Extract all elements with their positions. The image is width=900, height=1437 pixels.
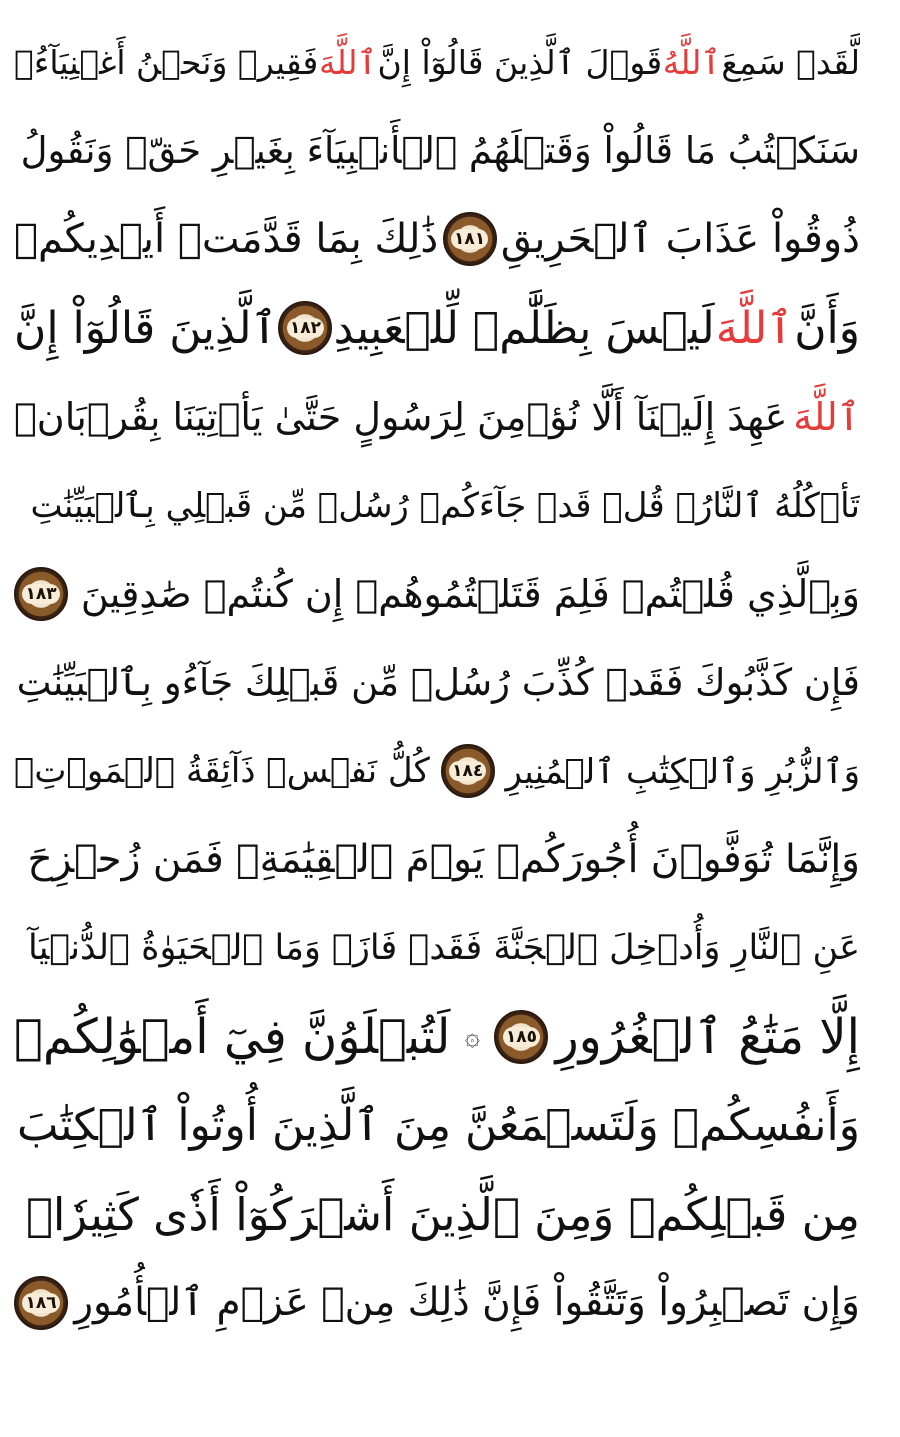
ayah-number: ١٨٥ — [503, 1027, 540, 1047]
verse-text: وَٱلزُّبُرِ وَٱلۡكِتَٰبِ ٱلۡمُنِيرِ — [505, 751, 860, 792]
text-line — [14, 1081, 860, 1170]
divine-name: ٱللَّهَ — [793, 394, 860, 439]
verse-text: فَقِيرٞ وَنَحۡنُ أَغۡنِيَآءُۘ — [14, 42, 319, 82]
verse-text: وَأَنَّ — [794, 302, 860, 354]
ayah-end-marker-icon — [494, 1010, 548, 1064]
text-line — [14, 284, 860, 373]
verse-text: سَنَكۡتُبُ مَا قَالُواْ وَقَتۡلَهُمُ ٱلۡأَنۢبِيَآءَ بِغَيۡرِ حَقّٖ وَنَقُولُ — [20, 129, 860, 173]
verse-text: وَبِٱلَّذِي قُلۡتُمۡ فَلِمَ قَتَلۡتُمُوهُمۡ إِن كُنتُمۡ صَٰدِقِينَ — [80, 571, 860, 616]
verse-text: فَإِن كَذَّبُوكَ فَقَدۡ كُذِّبَ رُسُلٞ مِّن قَبۡلِكَ جَآءُو بِٱلۡبَيِّنَٰتِ — [16, 660, 860, 704]
verse-text: ٱلَّذِينَ قَالُوٓاْ إِنَّ — [14, 302, 278, 354]
ayah-end-marker-icon — [278, 301, 332, 355]
verse-text: قَوۡلَ ٱلَّذِينَ قَالُوٓاْ إِنَّ — [377, 42, 663, 82]
ayah-number: ١٨٦ — [22, 1293, 59, 1313]
verse-text: مِن قَبۡلِكُمۡ وَمِنَ ٱلَّذِينَ أَشۡرَكُوٓاْ أَذٗى كَثِيرٗاۚ — [25, 1187, 860, 1241]
verse-text: عَهِدَ إِلَيۡنَآ أَلَّا نُؤۡمِنَ لِرَسُولٍ حَتَّىٰ يَأۡتِيَنَا بِقُرۡبَانٖ — [14, 394, 788, 439]
text-line — [14, 461, 860, 550]
ayah-end-marker-icon — [443, 212, 497, 266]
verse-text: ذُوقُواْ عَذَابَ ٱلۡحَرِيقِ — [500, 216, 860, 263]
verse-text: إِلَّا مَتَٰعُ ٱلۡغُرُورِ — [555, 1008, 860, 1065]
text-line — [14, 18, 860, 107]
text-line — [14, 993, 860, 1082]
hizb-star-icon: ۞ — [464, 1021, 481, 1052]
ayah-end-marker-icon — [441, 744, 495, 798]
verse-text: لَّقَدۡ سَمِعَ — [721, 42, 860, 82]
ayah-number: ١٨٤ — [449, 761, 486, 781]
divine-name: ٱللَّهَ — [715, 302, 794, 354]
text-line — [14, 1170, 860, 1259]
ayah-number: ١٨٢ — [287, 318, 324, 338]
verse-text: وَإِن تَصۡبِرُواْ وَتَتَّقُواْ فَإِنَّ ذَٰلِكَ مِنۡ عَزۡمِ ٱلۡأُمُورِ — [74, 1280, 860, 1326]
text-line — [14, 815, 860, 904]
divine-name: ٱللَّهَ — [318, 42, 377, 82]
ayah-end-marker-icon — [14, 1276, 68, 1330]
verse-text: لَتُبۡلَوُنَّ فِيٓ أَمۡوَٰلِكُمۡ — [14, 1008, 451, 1065]
text-line — [14, 550, 860, 639]
ayah-end-marker-icon — [14, 567, 68, 621]
text-line — [14, 372, 860, 461]
text-line — [14, 1258, 860, 1347]
verse-text: وَأَنفُسِكُمۡ وَلَتَسۡمَعُنَّ مِنَ ٱلَّذِينَ أُوتُواْ ٱلۡكِتَٰبَ — [16, 1099, 860, 1151]
text-line — [14, 107, 860, 196]
verse-text: عَنِ ٱلنَّارِ وَأُدۡخِلَ ٱلۡجَنَّةَ فَقَدۡ فَازَۗ وَمَا ٱلۡحَيَوٰةُ ٱلدُّنۡيَآ — [28, 928, 860, 969]
verse-text: وَإِنَّمَا تُوَفَّوۡنَ أُجُورَكُمۡ يَوۡمَ ٱلۡقِيَٰمَةِۖ فَمَن زُحۡزِحَ — [27, 837, 860, 883]
verse-text: لَيۡسَ بِظَلَّٰمٖ لِّلۡعَبِيدِ — [333, 302, 715, 354]
verse-text: ذَٰلِكَ بِمَا قَدَّمَتۡ أَيۡدِيكُمۡ — [14, 216, 439, 263]
text-line — [14, 727, 860, 816]
ayah-number: ١٨٣ — [22, 584, 59, 604]
text-line — [14, 195, 860, 284]
text-line — [14, 638, 860, 727]
verse-text: كُلُّ نَفۡسٖ ذَآئِقَةُ ٱلۡمَوۡتِۗ — [14, 751, 430, 792]
verse-text: تَأۡكُلُهُ ٱلنَّارُۗ قُلۡ قَدۡ جَآءَكُمۡ رُسُلٞ مِّن قَبۡلِي بِٱلۡبَيِّنَٰتِ — [30, 485, 860, 526]
divine-name: ٱللَّهُ — [662, 42, 721, 82]
ayah-number: ١٨١ — [451, 229, 488, 249]
text-line — [14, 904, 860, 993]
